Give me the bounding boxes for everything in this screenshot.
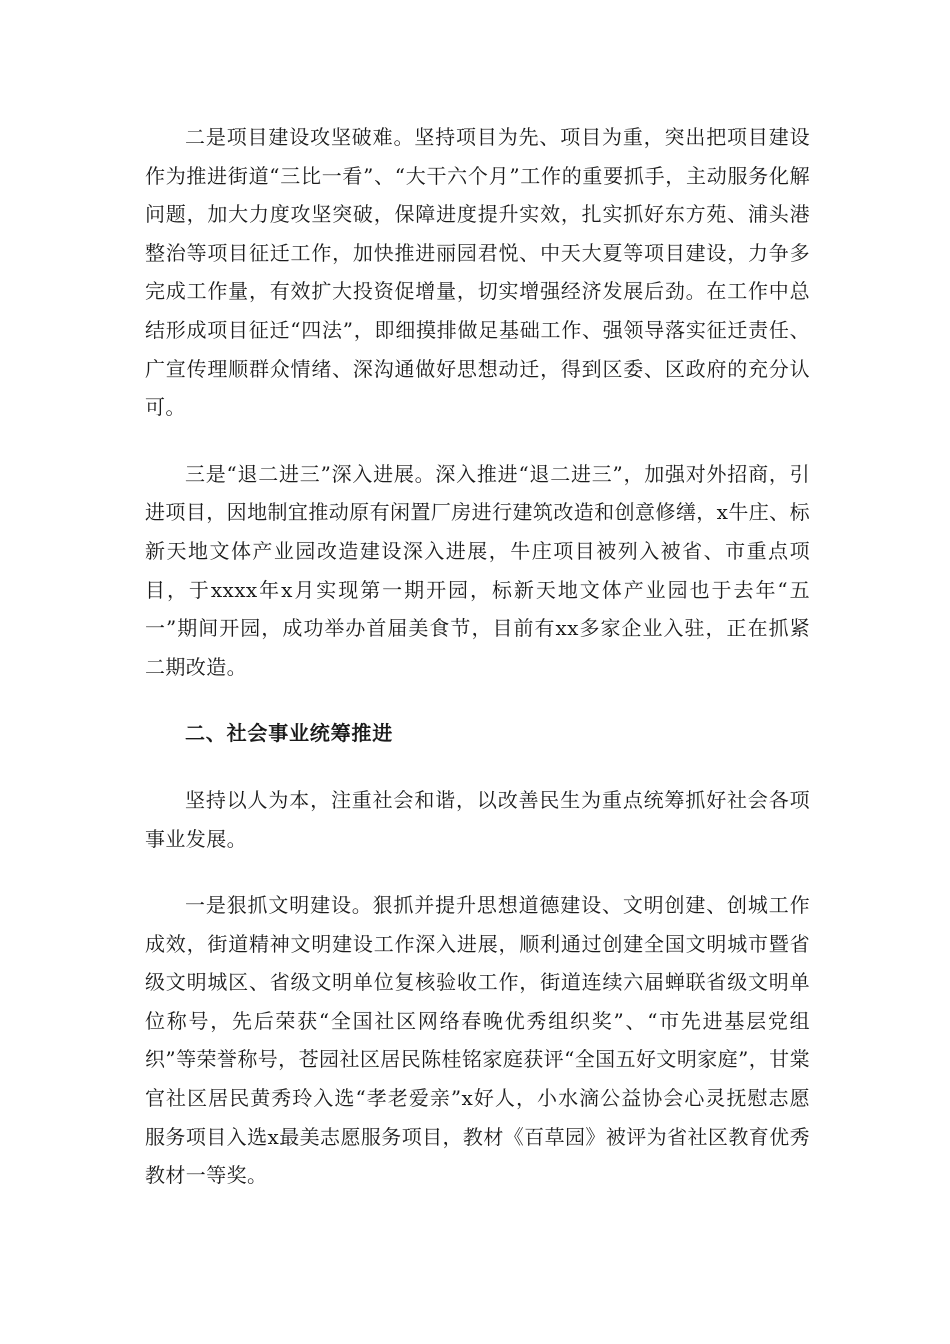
- paragraph-tui-er-jin-san: 三是“退二进三”深入进展。深入推进“退二进三”，加强对外招商，引进项目，因地制宜推动原有闲置厂房进行建筑改造和创意修缮，x牛庄、标新天地文体产业园改造建设深入进展，牛庄项目被列入被省、市重点项目，于xxxx年x月实现第一期开园，标新天地文体产业园也于去年“五一”期间开园，成功举办首届美食节，目前有xx多家企业入驻，正在抓紧二期改造。: [145, 461, 810, 679]
- paragraph-civilization-building: 一是狠抓文明建设。狠抓并提升思想道德建设、文明创建、创城工作成效，街道精神文明建设工作深入进展，顺利通过创建全国文明城市暨省级文明城区、省级文明单位复核验收工作，街道连续六届蝉联省级文明单位称号，先后荣获“全国社区网络春晚优秀组织奖”、“市先进基层党组织”等荣誉称号，苍园社区居民陈桂铭家庭获评“全国五好文明家庭”，甘棠官社区居民黄秀玲入选“孝老爱亲”x好人，小水滴公益协会心灵抚慰志愿服务项目入选x最美志愿服务项目，教材《百草园》被评为省社区教育优秀教材一等奖。: [145, 893, 810, 1188]
- paragraph-project-construction: 二是项目建设攻坚破难。坚持项目为先、项目为重，突出把项目建设作为推进街道“三比一看”、“大干六个月”工作的重要抓手，主动服务化解问题，加大力度攻坚突破，保障进度提升实效，扎实抓好东方苑、浦头港整治等项目征迁工作，加快推进丽园君悦、中天大夏等项目建设，力争多完成工作量，有效扩大投资促增量，切实增强经济发展后劲。在工作中总结形成项目征迁“四法”，即细摸排做足基础工作、强领导落实征迁责任、广宣传理顺群众情绪、深沟通做好思想动迁，得到区委、区政府的充分认可。: [145, 125, 810, 420]
- section-heading: 二、社会事业统筹推进: [185, 721, 393, 746]
- document-body: [145, 118, 810, 1195]
- paragraph-section-intro: 坚持以人为本，注重社会和谐，以改善民生为重点统筹抓好社会各项事业发展。: [145, 787, 810, 851]
